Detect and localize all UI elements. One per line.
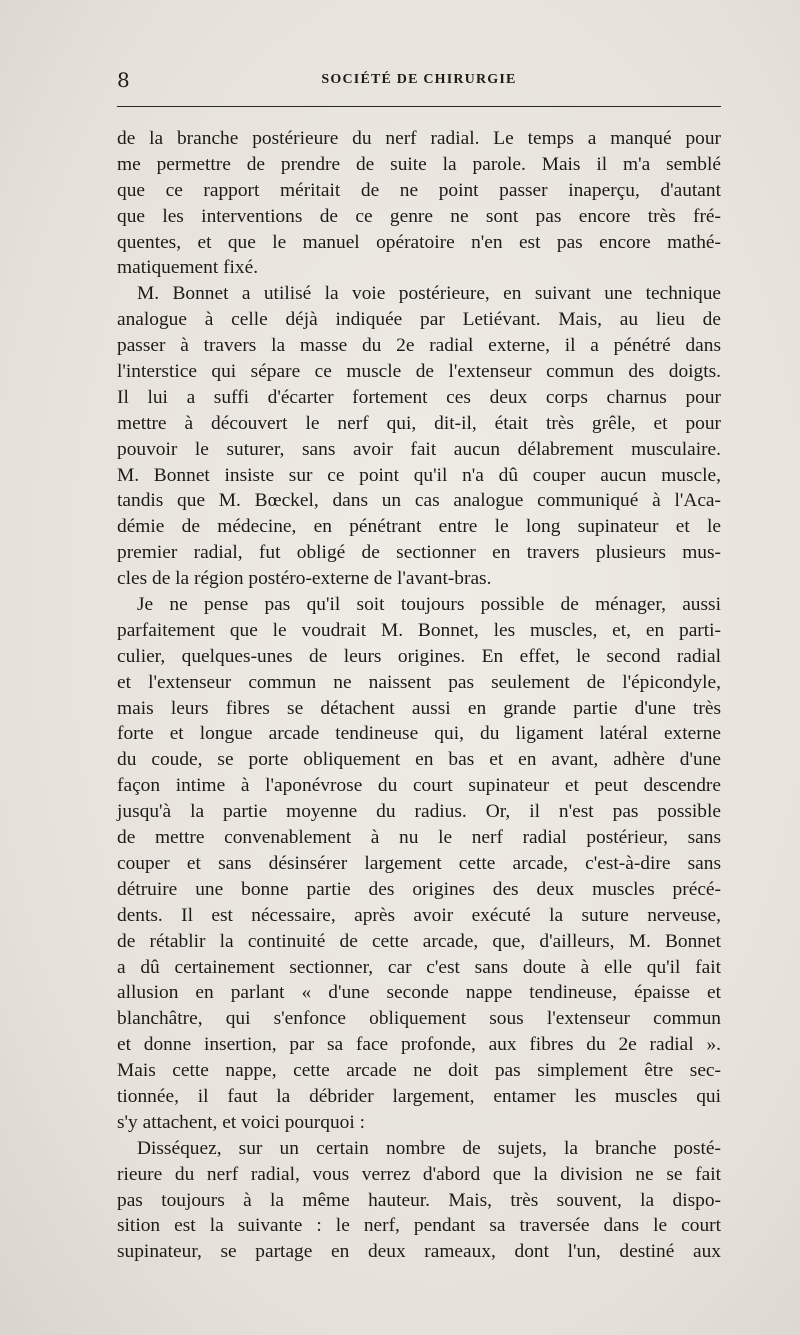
body-text: [117, 126, 721, 1265]
text-line: matiquement fixé.: [117, 257, 259, 279]
page-header: [117, 68, 721, 94]
text-line: que les interventions de ce genre ne sont pas encore très fré-: [117, 205, 721, 227]
text-line: Mais cette nappe, cette arcade ne doit pas simplement être sec-: [117, 1060, 721, 1082]
text-line: forte et longue arcade tendineuse qui, du ligament latéral externe: [117, 723, 721, 745]
text-line: Il lui a suffi d'écarter fortement ces deux corps charnus pour: [117, 386, 721, 408]
text-line: cles de la région postéro-externe de l'avant-bras.: [117, 568, 492, 590]
text-line: culier, quelques-unes de leurs origines. En effet, le second radial: [117, 645, 721, 667]
text-line: pas toujours à la même hauteur. Mais, très souvent, la dispo-: [117, 1189, 721, 1211]
text-line: du coude, se porte obliquement en bas et en avant, adhère d'une: [117, 749, 721, 771]
text-line: démie de médecine, en pénétrant entre le long supinateur et le: [117, 516, 721, 538]
text-line: jusqu'à la partie moyenne du radius. Or, il n'est pas possible: [117, 801, 721, 823]
text-line: Disséquez, sur un certain nombre de sujets, la branche posté-: [137, 1137, 721, 1159]
text-line: me permettre de prendre de suite la parole. Mais il m'a semblé: [117, 153, 721, 175]
text-line: l'interstice qui sépare ce muscle de l'extenseur commun des doigts.: [117, 361, 721, 383]
text-line: de rétablir la continuité de cette arcade, que, d'ailleurs, M. Bonnet: [117, 930, 721, 952]
text-line: tionnée, il faut la débrider largement, entamer les muscles qui: [117, 1085, 721, 1107]
text-line: M. Bonnet a utilisé la voie postérieure, en suivant une technique: [137, 283, 721, 305]
text-line: premier radial, fut obligé de sectionner en travers plusieurs mus-: [117, 542, 721, 564]
text-line: blanchâtre, qui s'enfonce obliquement sous l'extenseur commun: [117, 1008, 721, 1030]
text-line: parfaitement que le voudrait M. Bonnet, les muscles, et, en parti-: [117, 619, 721, 641]
text-line: de la branche postérieure du nerf radial. Le temps a manqué pour: [117, 128, 721, 149]
text-line: quentes, et que le manuel opératoire n'en est pas encore mathé-: [117, 231, 721, 253]
text-line: mais leurs fibres se détachent aussi en grande partie d'une très: [117, 697, 721, 719]
text-line: rieure du nerf radial, vous verrez d'abord que la division ne se fait: [117, 1163, 721, 1185]
text-line: et donne insertion, par sa face profonde, aux fibres du 2e radial ».: [117, 1034, 721, 1056]
text-line: que ce rapport méritait de ne point passer inaperçu, d'autant: [117, 179, 721, 201]
text-line: passer à travers la masse du 2e radial externe, il a pénétré dans: [117, 335, 721, 357]
text-line: détruire une bonne partie des origines des deux muscles précé-: [117, 878, 721, 900]
text-line: couper et sans désinsérer largement cette arcade, c'est-à-dire sans: [117, 852, 721, 874]
text-line: de mettre convenablement à nu le nerf radial postérieur, sans: [117, 827, 721, 849]
text-line: sition est la suivante : le nerf, pendant sa traversée dans le court: [117, 1215, 721, 1237]
text-line: analogue à celle déjà indiquée par Letiévant. Mais, au lieu de: [117, 309, 721, 331]
running-title: SOCIÉTÉ DE CHIRURGIE: [321, 72, 517, 87]
text-line: mettre à découvert le nerf qui, dit-il, était très grêle, et pour: [117, 412, 721, 434]
text-line: dents. Il est nécessaire, après avoir exécuté la suture nerveuse,: [117, 904, 721, 926]
text-line: supinateur, se partage en deux rameaux, dont l'un, destiné aux: [117, 1241, 721, 1263]
text-line: s'y attachent, et voici pourquoi :: [117, 1111, 365, 1133]
text-line: a dû certainement sectionner, car c'est sans doute à elle qu'il fait: [117, 956, 721, 978]
text-line: Je ne pense pas qu'il soit toujours possible de ménager, aussi: [137, 594, 721, 616]
text-line: allusion en parlant « d'une seconde nappe tendineuse, épaisse et: [117, 982, 721, 1004]
text-line: pouvoir le suturer, sans avoir fait aucun délabrement musculaire.: [117, 438, 721, 460]
text-line: façon intime à l'aponévrose du court supinateur et peut descendre: [117, 775, 721, 797]
text-line: tandis que M. Bœckel, dans un cas analogue communiqué à l'Aca-: [117, 490, 721, 512]
header-rule: [117, 106, 721, 107]
text-line: et l'extenseur commun ne naissent pas seulement de l'épicondyle,: [117, 671, 721, 693]
page-number: 8: [117, 68, 130, 92]
text-line: M. Bonnet insiste sur ce point qu'il n'a dû couper aucun muscle,: [117, 464, 721, 486]
